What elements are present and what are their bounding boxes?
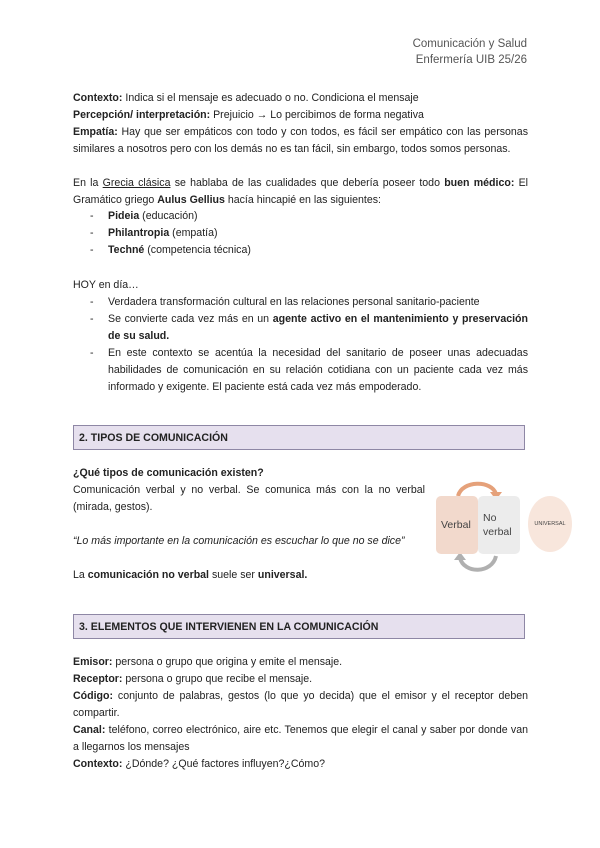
grecia-paragraph: En la Grecia clásica se hablaba de las cualidades que debería poseer todo buen médico: El Gramático griego Aulus Gellius hacía hincapié en las siguientes: <box>73 177 529 206</box>
tipos-text: Comunicación verbal y no verbal. Se comunica más con la no verbal (mirada, gestos). <box>73 484 425 513</box>
element-codigo: Código: conjunto de palabras, gestos (lo que yo decida) que el emisor y el receptor deben compartir. <box>73 690 528 719</box>
def-contexto: Contexto: Indica si el mensaje es adecuado o no. Condiciona el mensaje <box>73 92 419 104</box>
element-canal: Canal: teléfono, correo electrónico, aire etc. Tenemos que elegir el canal y saber por donde van a llegarnos los mensajes <box>73 724 528 753</box>
tipos-question: ¿Qué tipos de comunicación existen? <box>73 467 264 479</box>
universal-circle: UNIVERSAL <box>528 496 572 552</box>
header-institution: Enfermería UIB 25/26 <box>415 54 527 66</box>
elementos-list <box>73 654 528 773</box>
section-heading-tipos: 2. TIPOS DE COMUNICACIÓN <box>73 425 525 450</box>
element-receptor: Receptor: persona o grupo que recibe el mensaje. <box>73 673 313 685</box>
list-item: - Pideia (educación) <box>73 208 528 225</box>
page-header <box>413 36 527 68</box>
grecia-list <box>73 208 528 259</box>
tipos-conclusion: La comunicación no verbal suele ser universal. <box>73 569 308 581</box>
element-emisor: Emisor: persona o grupo que origina y emite el mensaje. <box>73 656 343 668</box>
element-contexto: Contexto: ¿Dónde? ¿Qué factores influyen?¿Cómo? <box>73 758 325 770</box>
list-item: - Philantropia (empatía) <box>73 225 528 242</box>
list-item: - En este contexto se acentúa la necesidad del sanitario de poseer unas adecuadas habilidades de comunicación en su relación cotidiana con un paciente cada vez más informado y exigente. El paciente está cada vez más empoderado. <box>73 345 528 396</box>
no-verbal-box: No verbal <box>478 496 520 554</box>
list-item: - Se convierte cada vez más en un agente activo en el mantenimiento y preservación de su salud. <box>73 311 528 345</box>
list-item: - Verdadera transformación cultural en las relaciones personal sanitario-paciente <box>73 294 528 311</box>
def-percepcion: Percepción/ interpretación: Prejuicio → Lo percibimos de forma negativa <box>73 109 424 121</box>
hoy-title: HOY en día… <box>73 279 139 291</box>
top-arrow <box>458 484 496 496</box>
definitions-block <box>73 90 528 158</box>
header-course: Comunicación y Salud <box>412 38 527 50</box>
list-item: - Techné (competencia técnica) <box>73 242 528 259</box>
hoy-list <box>73 294 528 396</box>
def-empatia: Empatía: Hay que ser empáticos con todo y con todos, es fácil ser empático con las personas similares a nosotros pero con los demás no es tan fácil, sin embargo, todos somos personas. <box>73 126 528 155</box>
bottom-arrow <box>460 556 496 570</box>
section-heading-elementos: 3. ELEMENTOS QUE INTERVIENEN EN LA COMUNICACIÓN <box>73 614 525 639</box>
tipos-quote: “Lo más importante en la comunicación es escuchar lo que no se dice” <box>73 535 405 547</box>
verbal-box: Verbal <box>436 496 478 554</box>
communication-diagram <box>432 478 572 588</box>
